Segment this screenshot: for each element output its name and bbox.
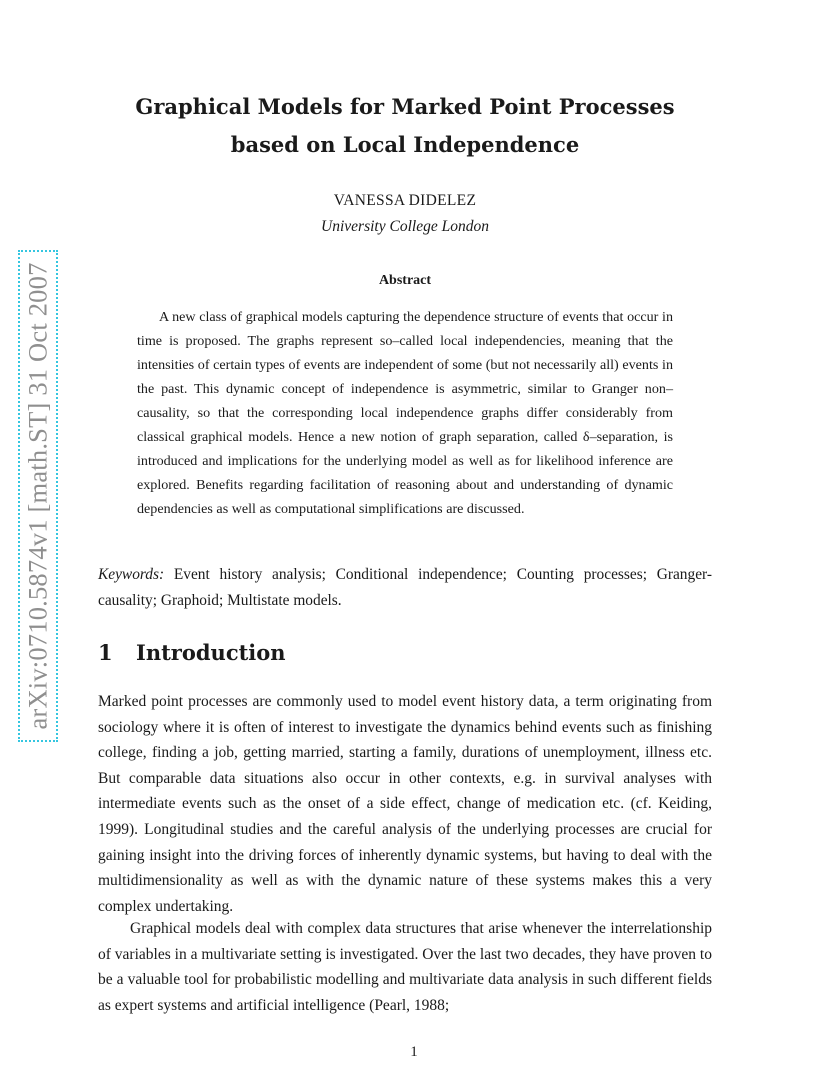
arxiv-stamp xyxy=(18,250,58,742)
author-name: VANESSA DIDELEZ xyxy=(333,192,477,209)
section-title: Introduction xyxy=(136,640,286,665)
keywords-text: Event history analysis; Conditional independence; Counting processes; Granger-causality; Graphoid; Multistate models. xyxy=(98,566,712,609)
abstract-text: A new class of graphical models capturing the dependence structure of events that occur in time is proposed. The graphs represent so–called local independencies, meaning that the intensities of certain types of events are independent of some (but not necessarily all) events in the past. This dynamic concept of independence is asymmetric, similar to Granger non–causality, so that the corresponding local independence graphs differ considerably from classical graphical models. Hence a new notion of graph separation, called δ–separation, is introduced and implications for the underlying model as well as for likelihood inference are explored. Benefits regarding facilitation of reasoning about and understanding of dynamic dependencies as well as computational simplifications are discussed. xyxy=(137,309,673,517)
keywords xyxy=(98,562,712,614)
page-number: 1 xyxy=(410,1044,418,1060)
section-number: 1 xyxy=(98,640,113,665)
intro-paragraph-2: Graphical models deal with complex data structures that arise whenever the interrelationship of variables in a multivariate setting is investigated. Over the last two decades, they have proven to be a valuable tool for probabilistic modelling and multivariate data analysis in such different fields as expert systems and artificial intelligence (Pearl, 1988; xyxy=(98,920,712,1014)
arxiv-id: arXiv:0710.5874v1 [math.ST] 31 Oct 2007 xyxy=(22,262,53,730)
author-affiliation: University College London xyxy=(321,218,489,235)
intro-paragraph-1: Marked point processes are commonly used to model event history data, a term originating from sociology where it is often of interest to investigate the dynamics behind events such as finishing college, finding a job, getting married, starting a family, durations of unemployment, illness etc. But comparable data situations also occur in other contexts, e.g. in survival analyses with intermediate events such as the onset of a side effect, change of medication etc. (cf. Keiding, 1999). Longitudinal studies and the careful analysis of the underlying processes are crucial for gaining insight into the driving forces of inherently dynamic systems, but having to deal with the multidimensionality as well as with the dynamic nature of these systems makes this a very complex undertaking. xyxy=(98,693,712,915)
section-heading xyxy=(98,640,286,665)
title-line-2: based on Local Independence xyxy=(230,132,580,157)
title-line-1: Graphical Models for Marked Point Processes xyxy=(135,94,675,119)
paper-title xyxy=(98,88,712,164)
keywords-label: Keywords: xyxy=(98,566,165,583)
abstract-heading: Abstract xyxy=(378,273,432,288)
